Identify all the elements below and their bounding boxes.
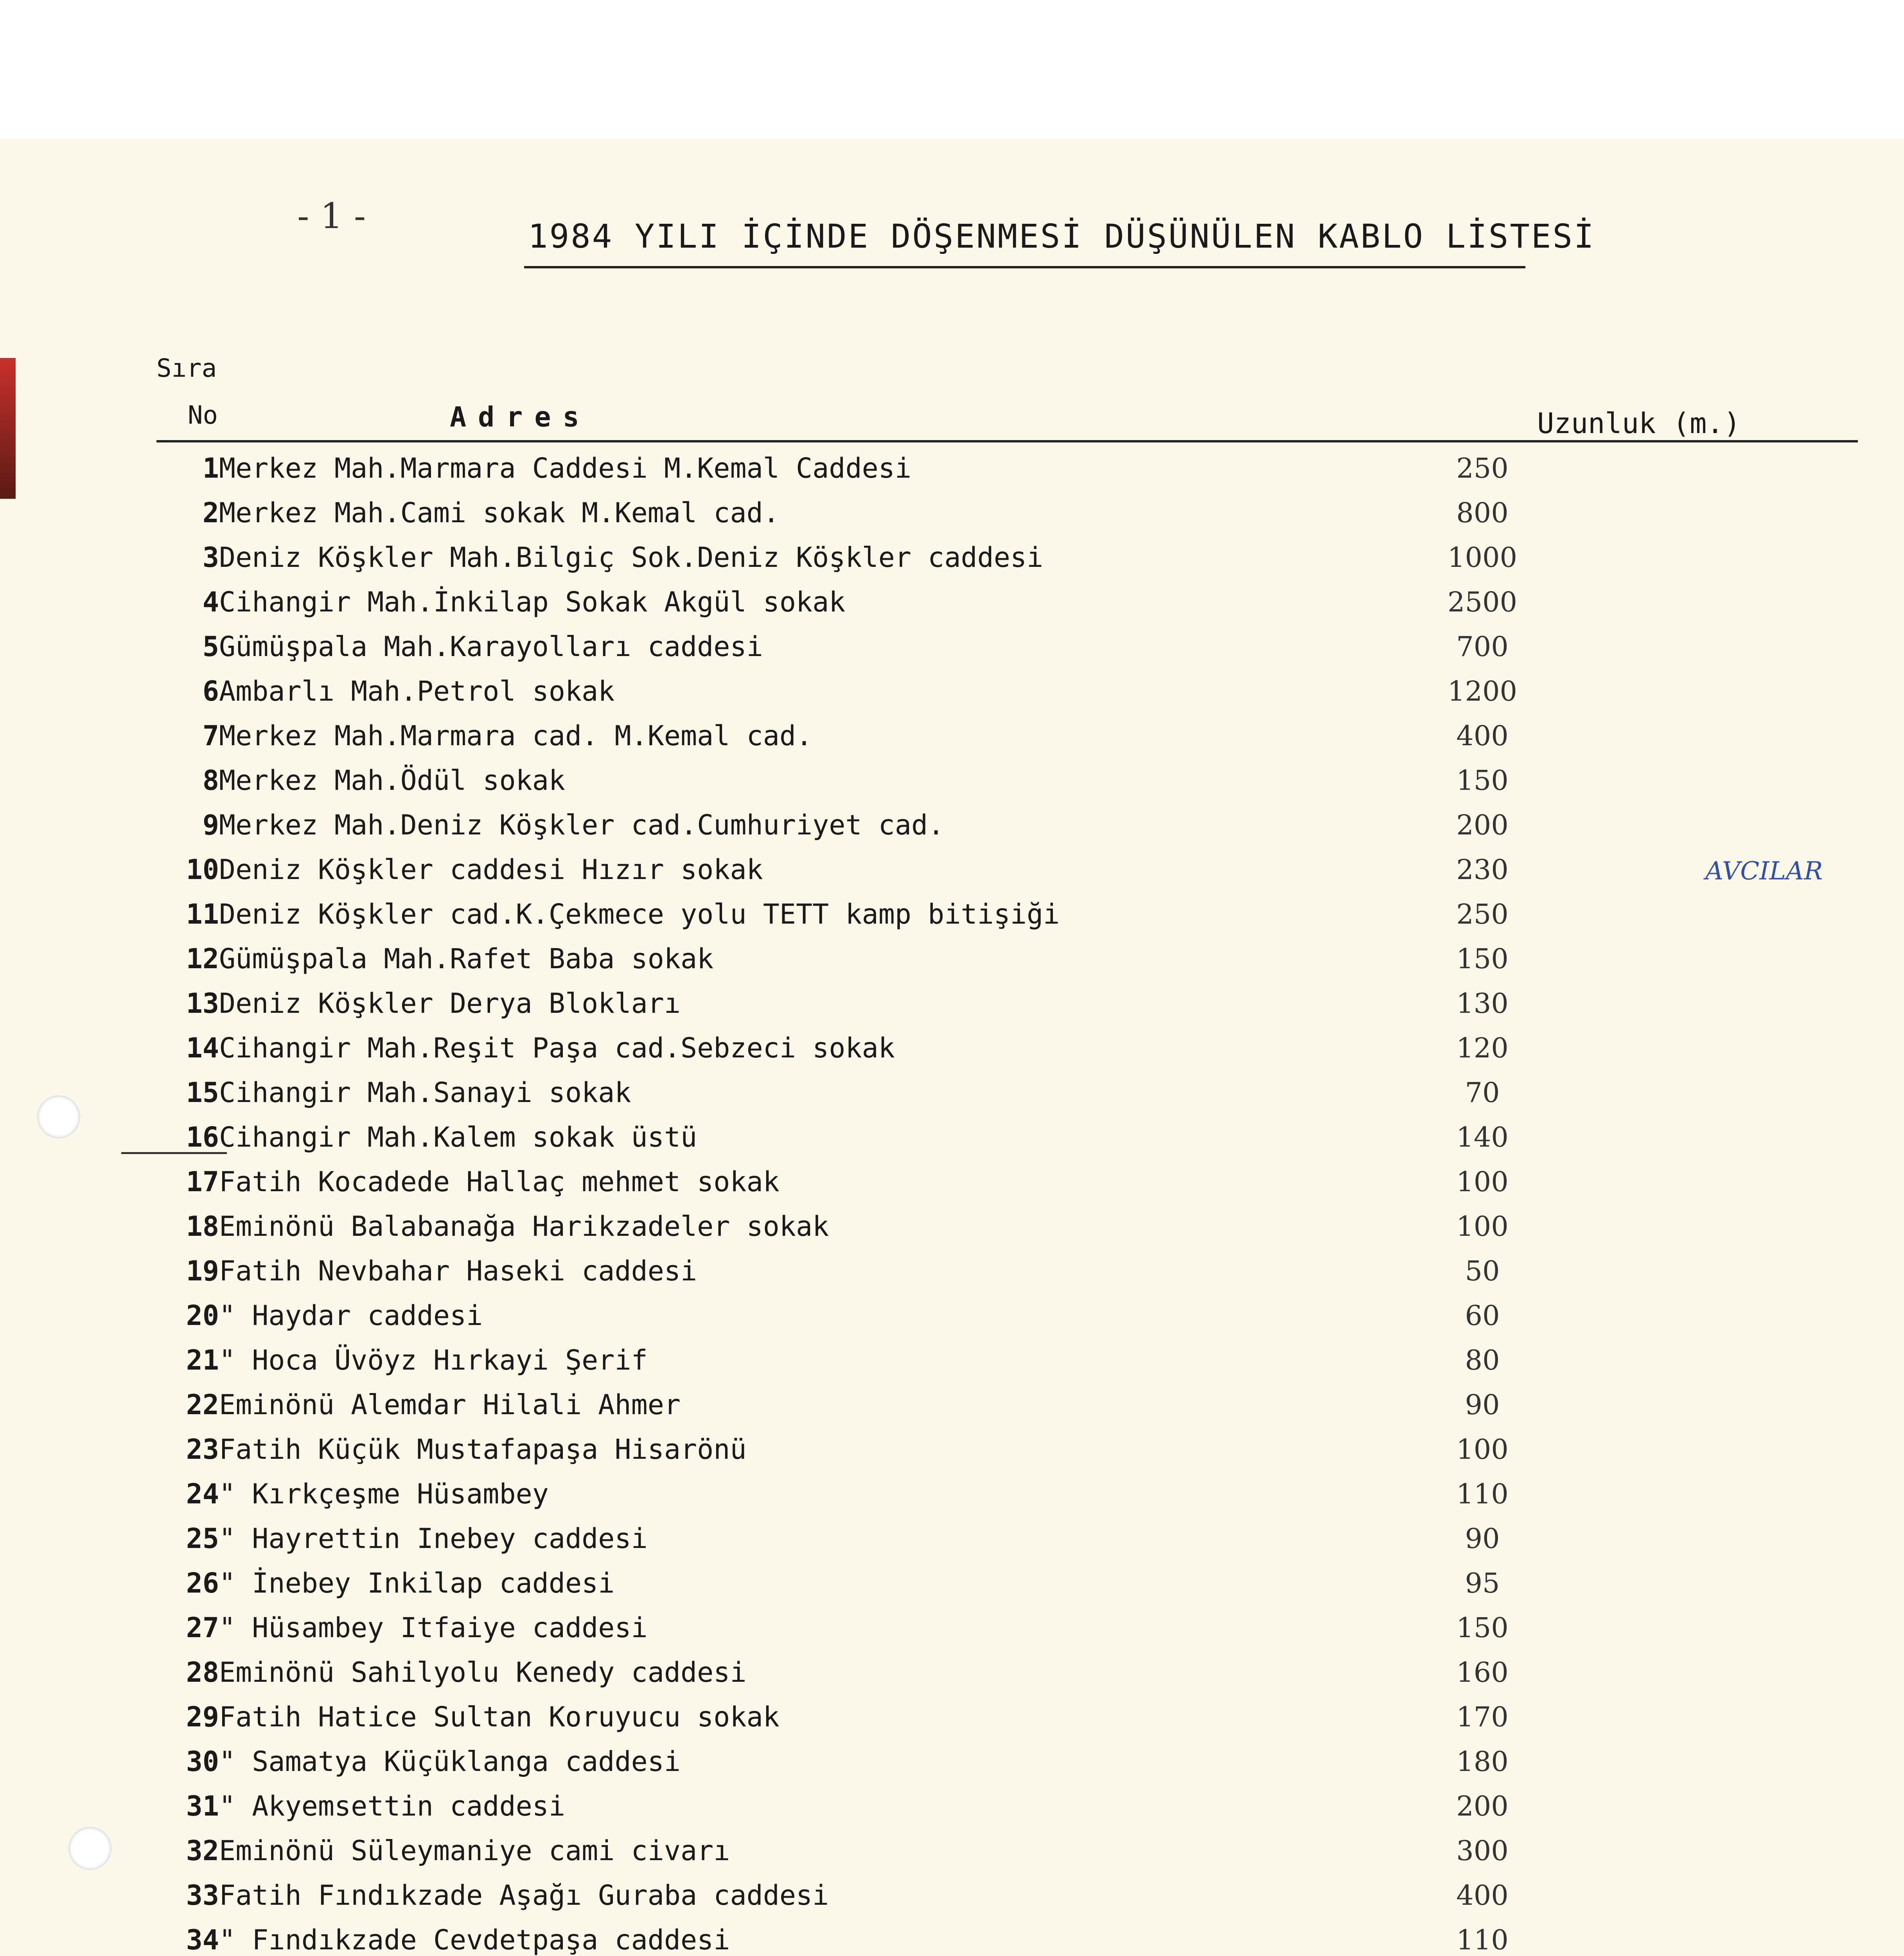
table-row — [129, 1784, 1678, 1828]
row-no: 30 — [186, 1746, 219, 1778]
row-no: 26 — [186, 1567, 219, 1599]
row-length: 700 — [1456, 631, 1509, 663]
table-row — [129, 714, 1678, 758]
row-address: Cihangir Mah.İnkilap Sokak Akgül sokak — [219, 586, 846, 618]
row-address: Eminönü Sahilyolu Kenedy caddesi — [219, 1656, 747, 1688]
row-length: 95 — [1465, 1567, 1500, 1599]
row-length: 80 — [1465, 1344, 1500, 1376]
row-no: 5 — [202, 631, 219, 663]
row-address: " Hayrettin Inebey caddesi — [219, 1523, 648, 1555]
row-length: 60 — [1465, 1300, 1500, 1332]
table-row — [129, 624, 1678, 669]
table-row — [129, 847, 1678, 892]
table-row — [129, 580, 1678, 624]
row-address: Merkez Mah.Deniz Köşkler cad.Cumhuriyet cad. — [219, 809, 945, 841]
row-no: 17 — [186, 1166, 219, 1198]
row-no: 20 — [186, 1300, 219, 1332]
row-address: Deniz Köşkler cad.K.Çekmece yolu TETT kamp bitişiği — [219, 898, 1060, 930]
table-row — [129, 1605, 1678, 1650]
row-length: 50 — [1465, 1255, 1500, 1287]
table-row — [129, 1650, 1678, 1695]
row-length: 110 — [1456, 1924, 1509, 1956]
row-no: 11 — [186, 898, 219, 930]
table-row — [129, 669, 1678, 714]
row-no: 33 — [186, 1879, 219, 1911]
row-no: 1 — [202, 452, 219, 484]
cable-list-body — [129, 446, 1678, 1956]
row-address: Cihangir Mah.Kalem sokak üstü — [219, 1121, 697, 1153]
page-number: - 1 - — [297, 196, 366, 237]
row-address: Gümüşpala Mah.Rafet Baba sokak — [219, 943, 714, 975]
row-address: " Haydar caddesi — [219, 1300, 483, 1332]
title-underline — [524, 266, 1525, 268]
table-row — [129, 1828, 1678, 1873]
row-address: " İnebey Inkilap caddesi — [219, 1567, 615, 1599]
row-length: 90 — [1465, 1523, 1500, 1555]
row-no: 6 — [202, 675, 219, 707]
row-length: 150 — [1456, 1612, 1509, 1644]
row-no: 34 — [186, 1924, 219, 1956]
row-length: 200 — [1456, 809, 1509, 841]
row-length: 1200 — [1447, 675, 1518, 707]
row-address: Fatih Kocadede Hallaç mehmet sokak — [219, 1166, 780, 1198]
table-row — [129, 446, 1678, 491]
row-length: 2500 — [1447, 586, 1518, 618]
row-no: 14 — [186, 1032, 219, 1064]
row-length: 180 — [1456, 1746, 1509, 1778]
row-length: 90 — [1465, 1389, 1500, 1421]
row-length: 250 — [1456, 898, 1509, 930]
row-no: 28 — [186, 1656, 219, 1688]
table-row — [129, 1561, 1678, 1605]
row-no: 12 — [186, 943, 219, 975]
row-address: Merkez Mah.Marmara Caddesi M.Kemal Caddesi — [219, 452, 912, 484]
row-length: 110 — [1456, 1478, 1509, 1510]
row-length: 400 — [1456, 720, 1509, 752]
row-address: Gümüşpala Mah.Karayolları caddesi — [219, 631, 763, 663]
row-no: 31 — [186, 1790, 219, 1822]
header-sira: Sıra — [156, 354, 217, 383]
row-no: 15 — [186, 1077, 219, 1109]
row-length: 230 — [1456, 854, 1509, 886]
table-row — [129, 535, 1678, 580]
row-no: 7 — [202, 720, 219, 752]
row-length: 170 — [1456, 1701, 1509, 1733]
row-no: 23 — [186, 1433, 219, 1465]
table-row — [129, 803, 1678, 847]
row-length: 300 — [1456, 1835, 1509, 1867]
row-no: 25 — [186, 1523, 219, 1555]
row-address: " Hoca Üvöyz Hırkayi Şerif — [219, 1344, 648, 1376]
row-no: 18 — [186, 1210, 219, 1242]
row-length: 70 — [1465, 1077, 1500, 1109]
table-row — [129, 1204, 1678, 1249]
row-length: 150 — [1456, 943, 1509, 975]
margin-annotation: AVCILAR — [1705, 857, 1823, 886]
table-row — [129, 1918, 1678, 1956]
table-row — [129, 1160, 1678, 1204]
row-no: 32 — [186, 1835, 219, 1867]
row-length: 100 — [1456, 1166, 1509, 1198]
row-address: Eminönü Balabanağa Harikzadeler sokak — [219, 1210, 829, 1242]
document-title: 1984 YILI İÇİNDE DÖŞENMESİ DÜŞÜNÜLEN KABLO LİSTESİ — [528, 217, 1595, 255]
row-address: Fatih Fındıkzade Aşağı Guraba caddesi — [219, 1879, 829, 1911]
table-row — [129, 1516, 1678, 1561]
header-rule — [156, 440, 1858, 442]
cable-list-table — [129, 446, 1678, 1956]
table-row — [129, 491, 1678, 535]
row-no: 8 — [202, 764, 219, 796]
table-row — [129, 1115, 1678, 1160]
header-no: No — [188, 401, 218, 430]
header-adres: Adres — [450, 401, 591, 433]
row-address: Fatih Küçük Mustafapaşa Hisarönü — [219, 1433, 747, 1465]
row-length: 100 — [1456, 1433, 1509, 1465]
table-row — [129, 1873, 1678, 1918]
table-row — [129, 1070, 1678, 1115]
row-length: 150 — [1456, 764, 1509, 796]
row-address: Deniz Köşkler Derya Blokları — [219, 987, 681, 1019]
row-no: 13 — [186, 987, 219, 1019]
table-row — [129, 1695, 1678, 1739]
row-no: 21 — [186, 1344, 219, 1376]
row-address: Deniz Köşkler caddesi Hızır sokak — [219, 854, 763, 886]
table-row — [129, 1427, 1678, 1472]
row-address: Ambarlı Mah.Petrol sokak — [219, 675, 615, 707]
table-row — [129, 892, 1678, 937]
row-address: Eminönü Süleymaniye cami civarı — [219, 1835, 730, 1867]
header-uzunluk: Uzunluk (m.) — [1537, 407, 1741, 440]
row-address: Merkez Mah.Marmara cad. M.Kemal cad. — [219, 720, 813, 752]
punch-hole-top — [37, 1095, 80, 1138]
table-row — [129, 937, 1678, 981]
row-address: " Samatya Küçüklanga caddesi — [219, 1746, 681, 1778]
table-row — [129, 981, 1678, 1026]
table-row — [129, 1026, 1678, 1070]
page-edge-mark — [0, 358, 16, 499]
row-address: Merkez Mah.Ödül sokak — [219, 764, 566, 796]
row-no: 19 — [186, 1255, 219, 1287]
table-row — [129, 758, 1678, 803]
row-length: 800 — [1456, 497, 1509, 529]
row-length: 200 — [1456, 1790, 1509, 1822]
row-length: 140 — [1456, 1121, 1509, 1153]
row-no: 4 — [202, 586, 219, 618]
row-length: 100 — [1456, 1210, 1509, 1242]
table-row — [129, 1383, 1678, 1427]
row-length: 130 — [1456, 987, 1509, 1019]
table-row — [129, 1249, 1678, 1293]
row-no: 9 — [202, 809, 219, 841]
table-row — [129, 1472, 1678, 1516]
row-no: 22 — [186, 1389, 219, 1421]
row-address: Fatih Hatice Sultan Koruyucu sokak — [219, 1701, 780, 1733]
row-address: Eminönü Alemdar Hilali Ahmer — [219, 1389, 681, 1421]
row-length: 250 — [1456, 452, 1509, 484]
row-no: 2 — [202, 497, 219, 529]
table-row — [129, 1338, 1678, 1383]
row-address: " Fındıkzade Cevdetpaşa caddesi — [219, 1924, 730, 1956]
row-address: Deniz Köşkler Mah.Bilgiç Sok.Deniz Köşkler caddesi — [219, 541, 1044, 573]
table-row — [129, 1739, 1678, 1784]
row-address: " Kırkçeşme Hüsambey — [219, 1478, 549, 1510]
row-no: 10 — [186, 854, 219, 886]
row-no: 29 — [186, 1701, 219, 1733]
row-no: 24 — [186, 1478, 219, 1510]
row-no: 3 — [202, 541, 219, 573]
row-length: 120 — [1456, 1032, 1509, 1064]
row-no: 16 — [186, 1121, 219, 1153]
row-address: " Hüsambey Itfaiye caddesi — [219, 1612, 648, 1644]
row-length: 160 — [1456, 1656, 1509, 1688]
row-length: 1000 — [1447, 541, 1518, 573]
table-row — [129, 1293, 1678, 1338]
row-address: Cihangir Mah.Reşit Paşa cad.Sebzeci sokak — [219, 1032, 895, 1064]
row-length: 400 — [1456, 1879, 1509, 1911]
row-address: Cihangir Mah.Sanayi sokak — [219, 1077, 631, 1109]
row-address: " Akyemsettin caddesi — [219, 1790, 566, 1822]
row-no: 27 — [186, 1612, 219, 1644]
row-address: Merkez Mah.Cami sokak M.Kemal cad. — [219, 497, 780, 529]
punch-hole-bottom — [68, 1827, 111, 1870]
row-address: Fatih Nevbahar Haseki caddesi — [219, 1255, 697, 1287]
